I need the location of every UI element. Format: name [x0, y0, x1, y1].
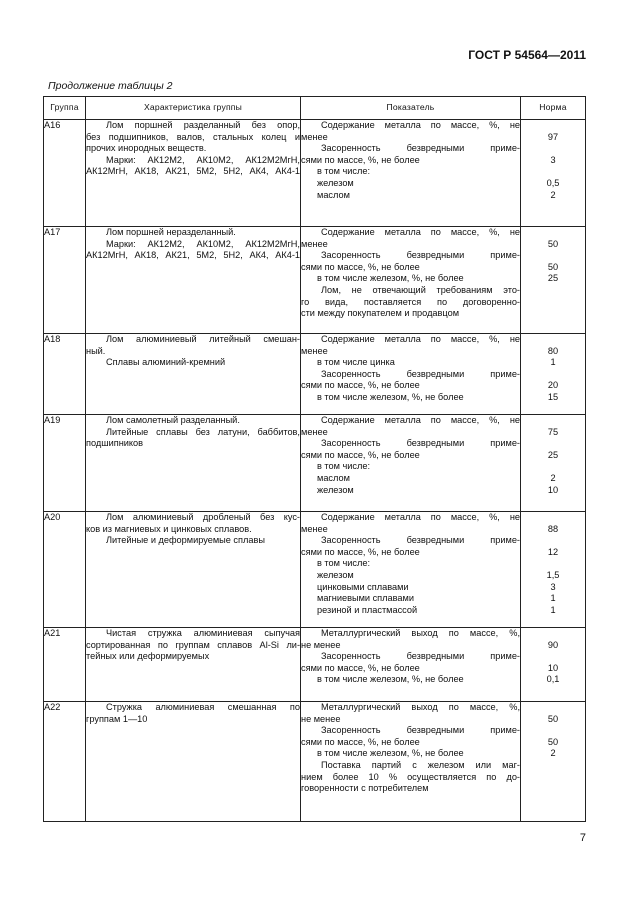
cell-indicator-line: Засоренность безвредными приме-: [321, 368, 520, 379]
cell-norm-line: 1: [550, 357, 556, 368]
cell-indicator-line: Металлургический выход по массе, %,: [321, 628, 520, 638]
cell-indicator-line: сями по массе, %, не более: [301, 736, 420, 747]
cell-indicator-line: в том числе:: [317, 461, 371, 472]
cell-norm-line: [521, 369, 585, 381]
table-row: [44, 334, 586, 415]
cell-characteristic-line: Марки: АК12М2, АК10М2, АК12М2МгН,: [106, 154, 300, 165]
cell-indicator-line: сями по массе, %, не более: [301, 154, 420, 165]
cell-norm-line: 50: [547, 261, 559, 272]
cell-characteristic-line: тейных или деформируемых: [86, 651, 210, 662]
cell-norm-line: [521, 297, 585, 309]
cell-characteristic-line: Лом поршней неразделанный.: [106, 227, 236, 237]
cell-characteristic: [86, 628, 301, 702]
table-row: [44, 415, 586, 512]
cell-indicator: [301, 334, 521, 415]
cell-group: А20: [44, 512, 86, 628]
cell-indicator-line: Засоренность безвредными приме-: [321, 535, 520, 546]
cell-indicator-line: менее: [301, 131, 328, 142]
cell-indicator-line: сями по массе, %, не более: [301, 662, 420, 673]
cell-characteristic-line: Чистая стружка алюминиевая сыпучая: [106, 628, 300, 638]
cell-norm-line: 50: [547, 238, 559, 249]
cell-indicator-line: менее: [301, 426, 328, 437]
cell-indicator-line: говоренности с потребителем: [301, 783, 429, 794]
cell-indicator-line: менее: [301, 238, 328, 249]
page-number: 7: [579, 832, 586, 844]
cell-indicator-line: железом: [317, 569, 354, 580]
cell-norm-line: [521, 285, 585, 297]
cell-norm-line: [521, 166, 585, 178]
header-norm: Норма: [521, 97, 586, 120]
cell-characteristic-line: Литейные сплавы без латуни, баббитов,: [106, 426, 300, 437]
cell-norm-line: 88: [547, 523, 559, 534]
cell-characteristic-line: Лом алюминиевый дробленый без кус-: [106, 512, 300, 522]
cell-indicator-line: менее: [301, 345, 328, 356]
cell-characteristic: [86, 512, 301, 628]
cell-norm-line: [521, 461, 585, 473]
table-row: [44, 702, 586, 822]
header-characteristic: Характеристика группы: [86, 97, 301, 120]
cell-indicator-line: сями по массе, %, не более: [301, 261, 420, 272]
cell-indicator-line: Содержание металла по массе, %, не: [321, 227, 520, 237]
cell-indicator: [301, 512, 521, 628]
cell-indicator-line: Лом, не отвечающий требованиям это-: [321, 284, 520, 295]
cell-norm-line: 25: [547, 273, 559, 284]
cell-group: А17: [44, 227, 86, 334]
cell-indicator-line: Засоренность безвредными приме-: [321, 725, 520, 736]
cell-norm: [521, 628, 586, 702]
cell-indicator-line: сти между покупателем и продавцом: [301, 308, 460, 319]
cell-norm-line: [521, 772, 585, 784]
cell-indicator-line: в том числе железом, %, не более: [317, 674, 464, 685]
cell-characteristic-line: Лом поршней разделанный без опор,: [106, 120, 300, 130]
cell-indicator-line: Поставка партий с железом или маг-: [321, 759, 520, 770]
cell-characteristic-line: Литейные и деформируемые сплавы: [106, 535, 265, 546]
cell-characteristic-line: подшипников: [86, 438, 144, 449]
cell-characteristic: [86, 227, 301, 334]
cell-indicator: [301, 415, 521, 512]
cell-characteristic-line: Марки: АК12М2, АК10М2, АК12М2МгН,: [106, 238, 300, 249]
cell-characteristic-line: без подшипников, валов, стальных колец и: [86, 131, 300, 142]
cell-norm-line: [521, 535, 585, 547]
cell-norm-line: [521, 250, 585, 262]
cell-norm-line: 1: [550, 593, 556, 604]
cell-indicator-line: Металлургический выход по массе, %,: [321, 702, 520, 712]
cell-norm-line: [521, 725, 585, 737]
cell-indicator-line: не менее: [301, 713, 341, 724]
cell-norm-line: 80: [547, 345, 559, 356]
cell-characteristic-line: АК12МгН, АК18, АК21, 5М2, 5Н2, АК4, АК4-1: [86, 166, 300, 177]
cell-characteristic-line: ный.: [86, 345, 106, 356]
cell-indicator-line: магниевыми сплавами: [317, 593, 414, 604]
cell-norm-line: 10: [547, 484, 559, 495]
cell-indicator-line: сями по массе, %, не более: [301, 546, 420, 557]
cell-characteristic-line: прочих инородных веществ.: [86, 143, 207, 154]
cell-norm-line: 75: [547, 426, 559, 437]
cell-indicator-line: в том числе железом, %, не более: [317, 391, 464, 402]
cell-characteristic-line: Лом самолетный разделанный.: [106, 415, 240, 425]
cell-norm-line: [521, 651, 585, 663]
cell-characteristic-line: Сплавы алюминий-кремний: [106, 357, 226, 368]
cell-indicator-line: цинковыми сплавами: [317, 581, 409, 592]
cell-indicator-line: Засоренность безвредными приме-: [321, 438, 520, 449]
cell-group: А19: [44, 415, 86, 512]
cell-indicator-line: нием более 10 % осуществляется по до-: [301, 771, 520, 782]
cell-norm-line: 0,1: [546, 674, 560, 685]
cell-indicator-line: не менее: [301, 639, 341, 650]
cell-norm-line: 2: [550, 748, 556, 759]
cell-indicator-line: Содержание металла по массе, %, не: [321, 415, 520, 425]
table-header-row: [44, 97, 586, 120]
cell-indicator-line: в том числе железом, %, не более: [317, 748, 464, 759]
cell-norm-line: [521, 512, 585, 524]
cell-indicator-line: маслом: [317, 472, 350, 483]
header-indicator: Показатель: [301, 97, 521, 120]
cell-indicator-line: Содержание металла по массе, %, не: [321, 120, 520, 130]
cell-indicator-line: в том числе железом, %, не более: [317, 273, 464, 284]
cell-indicator-line: сями по массе, %, не более: [301, 449, 420, 460]
cell-indicator-line: Засоренность безвредными приме-: [321, 651, 520, 662]
cell-norm-line: [521, 227, 585, 239]
cell-characteristic: [86, 415, 301, 512]
cell-norm-line: [521, 120, 585, 132]
cell-characteristic-line: Лом алюминиевый литейный смешан-: [106, 334, 300, 344]
cell-indicator-line: Засоренность безвредными приме-: [321, 250, 520, 261]
cell-norm-line: 2: [550, 472, 556, 483]
cell-norm-line: [521, 558, 585, 570]
cell-norm-line: [521, 438, 585, 450]
cell-characteristic-line: АК12МгН, АК18, АК21, 5М2, 5Н2, АК4, АК4-1: [86, 250, 300, 261]
cell-indicator-line: маслом: [317, 189, 350, 200]
cell-indicator-line: резиной и пластмассой: [317, 604, 418, 615]
cell-norm: [521, 120, 586, 227]
cell-indicator-line: железом: [317, 177, 354, 188]
cell-norm-line: 50: [547, 736, 559, 747]
header-group: Группа: [44, 97, 86, 120]
cell-norm-line: [521, 334, 585, 346]
cell-norm-line: 1,5: [546, 569, 560, 580]
cell-indicator: [301, 227, 521, 334]
cell-characteristic: [86, 702, 301, 822]
standard-header: ГОСТ Р 54564—2011: [468, 48, 586, 62]
table-row: [44, 512, 586, 628]
cell-norm-line: [521, 308, 585, 320]
cell-indicator: [301, 120, 521, 227]
cell-norm-line: 2: [550, 189, 556, 200]
cell-group: А16: [44, 120, 86, 227]
table-row: [44, 628, 586, 702]
cell-norm: [521, 227, 586, 334]
cell-characteristic-line: сортированная по группам сплавов Al-Si ли-: [86, 639, 300, 650]
cell-characteristic: [86, 334, 301, 415]
cell-indicator-line: в том числе цинка: [317, 357, 395, 368]
cell-norm-line: 25: [547, 449, 559, 460]
cell-norm-line: [521, 628, 585, 640]
cell-norm-line: 3: [550, 154, 556, 165]
cell-norm-line: 1: [550, 604, 556, 615]
cell-indicator-line: го вида, поставляется по договоренно-: [301, 296, 520, 307]
cell-indicator-line: в том числе:: [317, 558, 371, 569]
cell-norm: [521, 702, 586, 822]
cell-group: А18: [44, 334, 86, 415]
cell-indicator: [301, 628, 521, 702]
cell-characteristic-line: ков из магниевых и цинковых сплавов.: [86, 523, 252, 534]
cell-norm-line: 20: [547, 380, 559, 391]
cell-group: А22: [44, 702, 86, 822]
cell-indicator-line: сями по массе, %, не более: [301, 380, 420, 391]
cell-indicator-line: Засоренность безвредными приме-: [321, 143, 520, 154]
cell-indicator-line: в том числе:: [317, 166, 371, 177]
cell-norm-line: 50: [547, 713, 559, 724]
cell-norm-line: [521, 760, 585, 772]
cell-characteristic-line: группам 1—10: [86, 713, 148, 724]
cell-norm-line: [521, 143, 585, 155]
cell-indicator-line: железом: [317, 484, 354, 495]
cell-norm-line: 97: [547, 131, 559, 142]
table-row: [44, 227, 586, 334]
cell-norm-line: [521, 702, 585, 714]
cell-norm-line: [521, 783, 585, 795]
cell-indicator-line: Содержание металла по массе, %, не: [321, 512, 520, 522]
cell-characteristic-line: Стружка алюминиевая смешанная по: [106, 702, 300, 712]
cell-norm: [521, 415, 586, 512]
cell-indicator-line: менее: [301, 523, 328, 534]
cell-norm-line: 90: [547, 639, 559, 650]
cell-norm-line: 15: [547, 391, 559, 402]
cell-indicator: [301, 702, 521, 822]
cell-norm-line: 10: [547, 662, 559, 673]
cell-norm: [521, 512, 586, 628]
cell-characteristic: [86, 120, 301, 227]
table-row: [44, 120, 586, 227]
cell-group: А21: [44, 628, 86, 702]
cell-norm-line: 3: [550, 581, 556, 592]
specification-table: [43, 96, 586, 822]
cell-norm-line: 0,5: [546, 177, 560, 188]
cell-norm: [521, 334, 586, 415]
table-continuation-caption: Продолжение таблицы 2: [48, 80, 173, 92]
cell-norm-line: 12: [547, 546, 559, 557]
cell-indicator-line: Содержание металла по массе, %, не: [321, 334, 520, 344]
cell-norm-line: [521, 415, 585, 427]
